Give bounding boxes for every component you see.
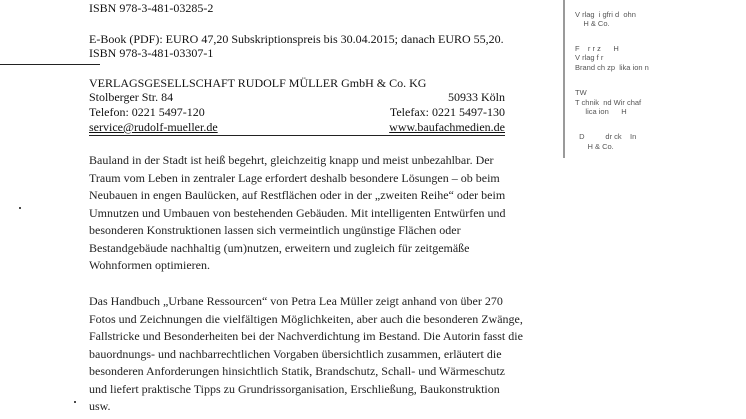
publisher-street: Stolberger Str. 84 — [89, 90, 174, 104]
paragraph-line: Bestandgebäude nachhaltig (um)nutzen, erweitern und zugleich für zeitgemäße — [89, 240, 470, 255]
publisher-bottom-rule — [89, 135, 505, 136]
sidebar-line: TW — [575, 88, 587, 97]
sidebar-line: V rlag i gfri d ohn — [575, 10, 636, 19]
isbn-print: ISBN 978-3-481-03285-2 — [89, 1, 214, 15]
publisher-fax: Telefax: 0221 5497-130 — [389, 105, 505, 119]
sidebar-line: H & Co. — [575, 142, 614, 151]
publisher-city: 50933 Köln — [448, 90, 505, 104]
sidebar-line: H & Co. — [575, 19, 610, 28]
paragraph-line: Fotos und Zeichnungen die vielfältigen Möglichkeiten, aber auch die besonderen Zwänge, — [89, 311, 523, 326]
paragraph-line: Traum vom Leben in zentraler Lage erfordert deshalb besondere Lösungen – ob beim — [89, 170, 500, 185]
publisher-email-link[interactable]: service@rudolf-mueller.de — [89, 120, 218, 134]
paragraph-line: Neubauen in engen Baulücken, auf Restflächen oder in der „zweiten Reihe“ oder beim — [89, 188, 506, 202]
publisher-web-link[interactable]: www.baufachmedien.de — [389, 120, 505, 134]
margin-dot — [19, 207, 21, 209]
sidebar-line: F r r z H — [575, 44, 619, 53]
ebook-price-line: E-Book (PDF): EURO 47,20 Subskriptionspreis bis 30.04.2015; danach EURO 55,20. — [89, 32, 504, 46]
sidebar-line: V rlag f r — [575, 53, 604, 62]
sidebar-line: T chnik nd Wir chaf — [575, 98, 642, 107]
left-divider-rule — [0, 64, 100, 65]
paragraph-line: usw. — [89, 399, 111, 413]
paragraph-line: Wohnformen optimieren. — [89, 258, 211, 272]
margin-dot — [74, 401, 76, 403]
publisher-name: VERLAGSGESELLSCHAFT RUDOLF MÜLLER GmbH & Co. KG — [89, 76, 427, 90]
description-paragraph-1 — [89, 152, 559, 275]
paragraph-line: Fallstricke und Besonderheiten bei der Nachverdichtung im Bestand. Die Autorin fasst die — [89, 329, 523, 343]
sidebar-panel — [563, 0, 685, 158]
sidebar-line: D dr ck In — [575, 132, 637, 141]
sidebar-line: lica ion H — [575, 107, 627, 116]
sidebar-line: Brand ch zp lika ion n — [575, 63, 649, 72]
paragraph-line: und liefert praktische Tipps zu Grundrissorganisation, Erschließung, Baukonstruktion — [89, 381, 500, 396]
paragraph-line: Umnutzen und Umbauen von bestehenden Gebäuden. Mit intelligenten Entwürfen und — [89, 205, 506, 220]
paragraph-line: besonderen Anforderungen hinsichtlich Statik, Brandschutz, Schall- und Wärmeschutz — [89, 364, 506, 378]
publisher-phone: Telefon: 0221 5497-120 — [89, 105, 205, 119]
paragraph-line: bauordnungs- und nachbarrechtlichen Vorgaben übersichtlich zusammen, erläutert die — [89, 346, 502, 361]
paragraph-line: Das Handbuch „Urbane Ressourcen“ von Petra Lea Müller zeigt anhand von über 270 — [89, 294, 503, 308]
description-paragraph-2 — [89, 293, 559, 416]
isbn-ebook: ISBN 978-3-481-03307-1 — [89, 46, 214, 60]
paragraph-line: besonderen Konstruktionen lassen sich vermeintlich ungünstige Flächen oder — [89, 223, 461, 237]
paragraph-line: Bauland in der Stadt ist heiß begehrt, gleichzeitig knapp und meist unbezahlbar. Der — [89, 153, 494, 167]
